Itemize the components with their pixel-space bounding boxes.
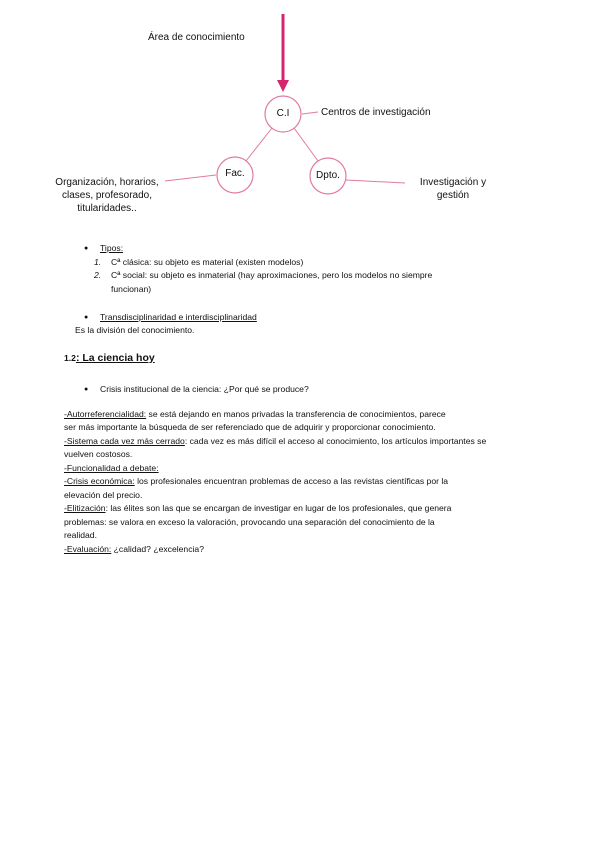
section-title: : La ciencia hoy xyxy=(75,352,155,364)
paragraph-line xyxy=(64,408,446,420)
paragraph-text: ¿calidad? ¿excelencia? xyxy=(111,544,204,554)
paragraph-line xyxy=(64,543,204,555)
paragraph-term: -Elitización xyxy=(64,503,106,513)
top-label: Área de conocimiento xyxy=(148,32,245,43)
paragraph-line: problemas: se valora en exceso la valoración, provocando una separación del conocimiento de la xyxy=(64,517,435,527)
section-number: 1.2 xyxy=(64,353,76,363)
trans-title: Transdisciplinaridad e interdisciplinaridad xyxy=(100,312,257,322)
paragraph-term: -Autorreferencialidad: xyxy=(64,409,147,419)
center-annotation: Centros de investigación xyxy=(321,107,431,118)
right-annotation-line: Investigación y xyxy=(419,177,487,188)
connector-center-annotation xyxy=(302,112,318,114)
connector-center-right xyxy=(294,128,318,161)
paragraph-term: -Evaluación: xyxy=(64,544,112,554)
tipos-title: Tipos: xyxy=(100,243,124,253)
tipos-item-text: Cª clásica: su objeto es material (existen modelos) xyxy=(111,257,304,267)
tipos-item-text-cont: funcionan) xyxy=(111,284,152,294)
paragraph-line xyxy=(64,475,448,487)
center-node-label: C.I xyxy=(276,108,290,119)
paragraph-term: -Crisis económica: xyxy=(64,476,135,486)
bullet-icon: ● xyxy=(84,245,89,252)
trans-desc: Es la división del conocimiento. xyxy=(75,325,195,335)
connector-left-annotation xyxy=(165,175,216,181)
paragraph-line: vuelven costosos. xyxy=(64,449,133,459)
paragraph-term: -Sistema cada vez más cerrado xyxy=(64,436,185,446)
left-annotation-line: Organización, horarios, xyxy=(55,177,159,188)
right-annotation-line: gestión xyxy=(436,190,470,201)
left-annotation-line: titularidades.. xyxy=(77,203,137,214)
connector-right-annotation xyxy=(346,180,405,183)
left-node-label: Fac. xyxy=(225,168,245,179)
paragraph-line xyxy=(64,502,451,514)
left-annotation xyxy=(46,176,168,215)
arrow-head xyxy=(277,80,289,92)
paragraph-line: ser más importante la búsqueda de ser referenciado que de adquirir y proporcionar conocimiento. xyxy=(64,422,436,432)
paragraph-line: elevación del precio. xyxy=(64,490,143,500)
paragraph-text: se está dejando en manos privadas la transferencia de conocimientos, parece xyxy=(146,409,446,419)
paragraph-line xyxy=(64,462,159,474)
tipos-item-num: 1. xyxy=(94,257,102,267)
right-node-label: Dpto. xyxy=(316,170,340,181)
paragraph-line xyxy=(64,435,486,447)
tipos-item-text: Cª social: su objeto es inmaterial (hay aproximaciones, pero los modelos no siempre xyxy=(111,270,433,280)
section-bullet: Crisis institucional de la ciencia: ¿Por qué se produce? xyxy=(100,384,309,394)
paragraph-text: : cada vez es más difícil el acceso al conocimiento, los artículos importantes se xyxy=(184,436,487,446)
left-annotation-line: clases, profesorado, xyxy=(61,190,153,201)
bullet-icon: ● xyxy=(84,314,89,321)
connector-center-left xyxy=(246,128,272,161)
paragraph-text: : las élites son las que se encargan de investigar en lugar de los profesionales, que genera xyxy=(105,503,452,513)
paragraph-line: realidad. xyxy=(64,530,97,540)
paragraph-term: -Funcionalidad a debate: xyxy=(64,463,159,473)
bullet-icon: ● xyxy=(84,386,89,393)
right-annotation xyxy=(408,176,498,202)
tipos-item-num: 2. xyxy=(94,270,102,280)
paragraph-text: los profesionales encuentran problemas de acceso a las revistas científicas por la xyxy=(134,476,449,486)
section-heading xyxy=(64,352,155,364)
